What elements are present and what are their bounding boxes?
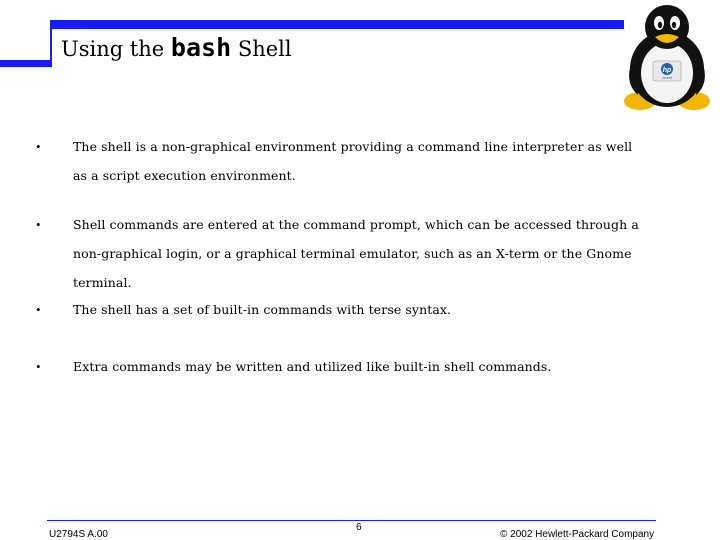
bullet-marker: • [36, 302, 41, 317]
slide-title [61, 33, 292, 62]
bullet-marker: • [36, 139, 41, 154]
bullet-marker: • [36, 359, 41, 374]
bullet-text: Extra commands may be written and utilized like built-in shell commands. [73, 359, 552, 374]
svg-text:hp: hp [662, 67, 672, 74]
linux-penguin-hp-logo [622, 3, 712, 113]
footer-divider [47, 520, 656, 521]
page-number: 6 [356, 522, 362, 533]
title-suffix: Shell [237, 37, 292, 61]
copyright-notice: © 2002 Hewlett-Packard Company [500, 529, 655, 540]
title-code: bash [170, 33, 232, 62]
course-code: U2794S A.00 [49, 529, 108, 540]
bullet-text: The shell is a non-graphical environment providing a command line interpreter as well as a script execution environment. [73, 139, 633, 183]
logo-shirt-text: invent [662, 76, 672, 80]
header-accent-bar-vertical [50, 20, 52, 67]
header-accent-bar [52, 20, 624, 29]
title-prefix: Using the [61, 37, 165, 61]
header-accent-bar-left [0, 60, 50, 67]
bullet-marker: • [36, 217, 41, 232]
bullet-text: Shell commands are entered at the command prompt, which can be accessed through a non-graphical login, or a graphical terminal emulator, such as an X-term or the Gnome terminal. [73, 217, 639, 290]
bullet-text: The shell has a set of built-in commands with terse syntax. [73, 302, 452, 317]
